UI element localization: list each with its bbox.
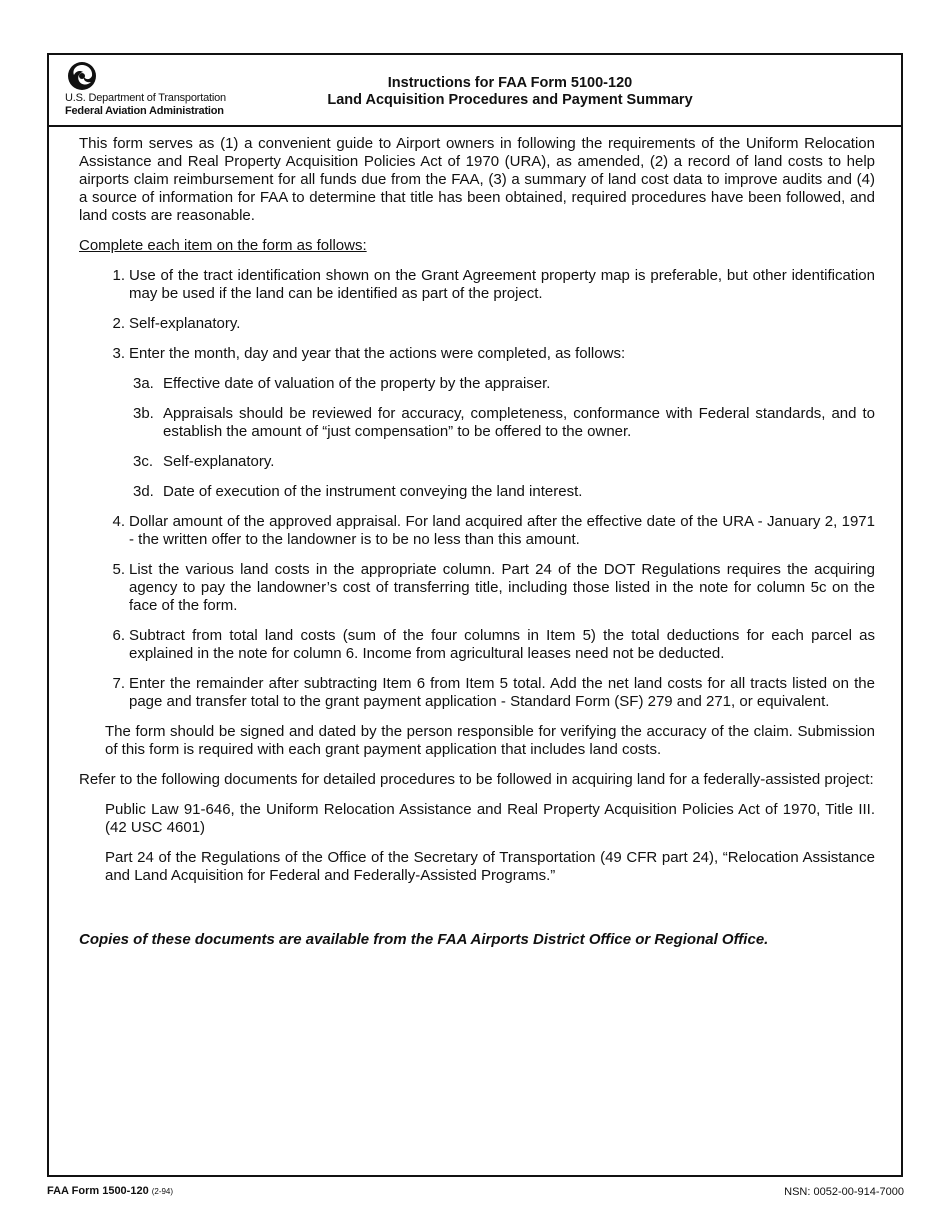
form-number-text: FAA Form 1500-120: [47, 1185, 149, 1197]
form-header: [49, 55, 901, 127]
instruction-item-3c: [133, 453, 875, 471]
item-number: 3a.: [133, 375, 154, 392]
item-text: Use of the tract identification shown on the Grant Agreement property map is preferable, but other identification may be used if the land can be identified as part of the project.: [129, 267, 875, 302]
item-number: 2.: [112, 315, 125, 332]
agency-name: [65, 92, 226, 118]
item-text: Enter the remainder after subtracting Item 6 from Item 5 total. Add the net land costs for all tracts listed on the page and transfer total to the grant payment application - Standard Form (SF) 279 and 271, or equivalent.: [129, 675, 875, 710]
instruction-item-2: [105, 315, 875, 333]
agency-line-faa: Federal Aviation Administration: [65, 105, 224, 117]
form-frame: [47, 53, 903, 1177]
title-line-1: Instructions for FAA Form 5100-120: [387, 75, 633, 91]
item-number: 3c.: [133, 453, 154, 470]
agency-line-dot: U.S. Department of Transportation: [65, 92, 226, 104]
item-text: Self-explanatory.: [129, 315, 241, 332]
item-number: 4.: [112, 513, 125, 530]
item-number: 7.: [112, 675, 125, 692]
item-text: Subtract from total land costs (sum of the four columns in Item 5) the total deductions for each parcel as explained in the note for column 6. Income from agricultural leases need not be deducted.: [129, 627, 875, 662]
instruction-item-3: [105, 345, 875, 363]
reference-cfr-part-24: Part 24 of the Regulations of the Office of the Secretary of Transportation (49 CFR part 24), “Relocation Assistance and Land Acquisition for Federal and Federally-Assisted Programs.”: [105, 849, 875, 884]
item-number: 5.: [112, 561, 125, 578]
instruction-item-4: [105, 513, 875, 549]
intro-paragraph: This form serves as (1) a convenient guide to Airport owners in following the requirements of the Uniform Relocation Assistance and Real Property Acquisition Policies Act of 1970 (URA), as amended, (2) a record of land costs to help airports claim reimbursement for all funds due from the FAA, (3) a summary of land cost data to improve audits and (4) a source of information for FAA to determine that title has been obtained, required procedures have been followed, and land costs are reasonable.: [79, 135, 875, 224]
instruction-item-6: [105, 627, 875, 663]
item-number: 3b.: [133, 405, 154, 422]
signing-note: The form should be signed and dated by the person responsible for verifying the accuracy of the claim. Submission of this form is required with each grant payment application that includes land costs.: [105, 723, 875, 758]
document-title: [249, 75, 771, 109]
instruction-item-3d: [133, 483, 875, 501]
instruction-item-3a: [133, 375, 875, 393]
item-text: Enter the month, day and year that the actions were completed, as follows:: [129, 345, 626, 362]
refer-paragraph: Refer to the following documents for detailed procedures to be followed in acquiring land for a federally-assisted project:: [79, 771, 874, 788]
instruction-item-3b: [133, 405, 875, 441]
title-line-2: Land Acquisition Procedures and Payment Summary: [327, 92, 693, 108]
item-number: 6.: [112, 627, 125, 644]
dot-emblem-icon: [67, 61, 97, 91]
copies-note: Copies of these documents are available from the FAA Airports District Office or Regional Office.: [79, 931, 769, 948]
form-revision: (2-94): [151, 1187, 174, 1196]
instruction-item-1: [105, 267, 875, 303]
item-number: 3d.: [133, 483, 154, 500]
instruction-item-7: [105, 675, 875, 711]
item-number: 3.: [112, 345, 125, 362]
item-number: 1.: [112, 267, 125, 284]
reference-public-law: Public Law 91-646, the Uniform Relocation Assistance and Real Property Acquisition Policies Act of 1970, Title III. (42 USC 4601): [105, 801, 875, 836]
nsn-number: NSN: 0052-00-914-7000: [784, 1186, 904, 1198]
form-number: [47, 1185, 173, 1197]
item-text: Self-explanatory.: [163, 453, 275, 470]
item-text: Effective date of valuation of the property by the appraiser.: [163, 375, 551, 392]
item-text: Appraisals should be reviewed for accuracy, completeness, conformance with Federal standards, and to establish the amount of “just compensation” to be offered to the owner.: [163, 405, 875, 440]
complete-heading: Complete each item on the form as follows:: [79, 237, 367, 254]
instructions-body: [79, 135, 875, 949]
item-text: Dollar amount of the approved appraisal. For land acquired after the effective date of the URA - January 2, 1971 - the written offer to the landowner is to be no less than this amount.: [129, 513, 875, 548]
item-text: List the various land costs in the appropriate column. Part 24 of the DOT Regulations requires the acquiring agency to pay the landowner’s cost of transferring title, including those listed in the note for column 5c on the face of the form.: [129, 561, 875, 614]
item-text: Date of execution of the instrument conveying the land interest.: [163, 483, 583, 500]
instruction-item-5: [105, 561, 875, 615]
